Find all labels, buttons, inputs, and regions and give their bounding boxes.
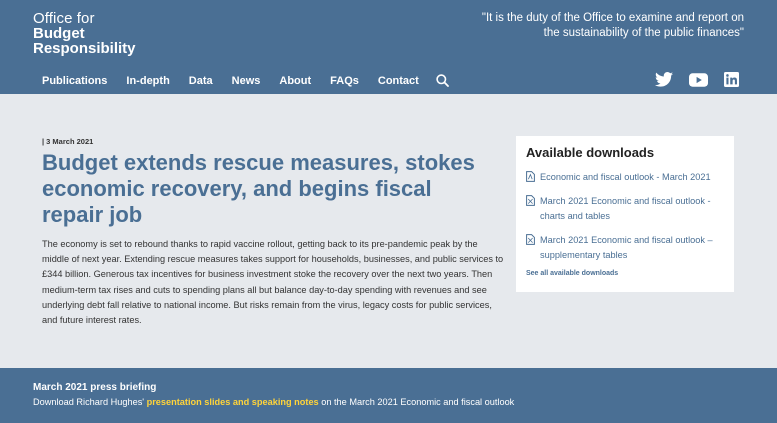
download-label: March 2021 Economic and fiscal outlook – supplementary tables	[540, 235, 713, 260]
nav-contact[interactable]: Contact	[377, 75, 419, 87]
see-all-downloads-link[interactable]: See all available downloads	[526, 270, 619, 277]
header-quote	[474, 11, 744, 41]
article-summary: The economy is set to rebound thanks to rapid vaccine rollout, getting back to its pre-pandemic peak by the middle of next year. Extending rescue measures takes support for households, businesses, and public services to £344 billion. Generous tax incentives for business investment stoke the recovery over the next two years. Then medium-term tax rises and cuts to spending plans all but balance day-to-day spending with revenues and see underlying debt fall relative to national income. But risks remain from the virus, legacy costs for public services, and future interest rates.	[42, 239, 504, 326]
youtube-icon[interactable]	[689, 73, 708, 92]
briefing-slides-link[interactable]: presentation slides and speaking notes	[146, 397, 319, 407]
search-icon[interactable]	[436, 74, 450, 88]
downloads-panel	[516, 136, 734, 292]
linkedin-icon[interactable]	[724, 72, 739, 92]
logo-line-3: Responsibility	[33, 40, 136, 57]
main-nav	[42, 74, 450, 88]
twitter-icon[interactable]	[655, 72, 673, 92]
article-date: | 3 March 2021	[42, 137, 94, 146]
social-links	[639, 72, 739, 92]
briefing-prefix: Download Richard Hughes'	[33, 397, 147, 407]
file-icon	[526, 171, 535, 182]
downloads-heading: Available downloads	[526, 145, 655, 160]
quote-line-1: "It is the duty of the Office to examine and report on	[481, 12, 744, 24]
file-icon	[526, 195, 535, 206]
download-item-charts[interactable]	[526, 194, 724, 224]
download-label: Economic and fiscal outlook - March 2021	[540, 172, 711, 182]
file-icon	[526, 234, 535, 245]
briefing-suffix: on the March 2021 Economic and fiscal outlook	[318, 397, 515, 407]
download-label: March 2021 Economic and fiscal outlook - charts and tables	[540, 196, 711, 221]
nav-faqs[interactable]: FAQs	[330, 75, 359, 87]
logo-line-2: Budget	[33, 25, 85, 42]
download-item-supplementary[interactable]	[526, 233, 724, 263]
briefing-title: March 2021 press briefing	[33, 382, 157, 393]
nav-about[interactable]: About	[279, 75, 312, 87]
nav-in-depth[interactable]: In-depth	[126, 75, 170, 87]
logo-line-1: Office for	[33, 10, 95, 27]
briefing-description	[33, 397, 514, 407]
nav-news[interactable]: News	[231, 75, 261, 87]
nav-data[interactable]: Data	[188, 75, 213, 87]
nav-publications[interactable]: Publications	[42, 75, 108, 87]
download-item-efo[interactable]	[526, 170, 724, 185]
site-header	[0, 0, 777, 94]
press-briefing-banner	[0, 368, 777, 423]
obr-logo[interactable]	[33, 11, 136, 56]
quote-line-2: the sustainability of the public finances"	[543, 27, 744, 39]
article-title: Budget extends rescue measures, stokes economic recovery, and begins fiscal repair job	[42, 150, 475, 227]
